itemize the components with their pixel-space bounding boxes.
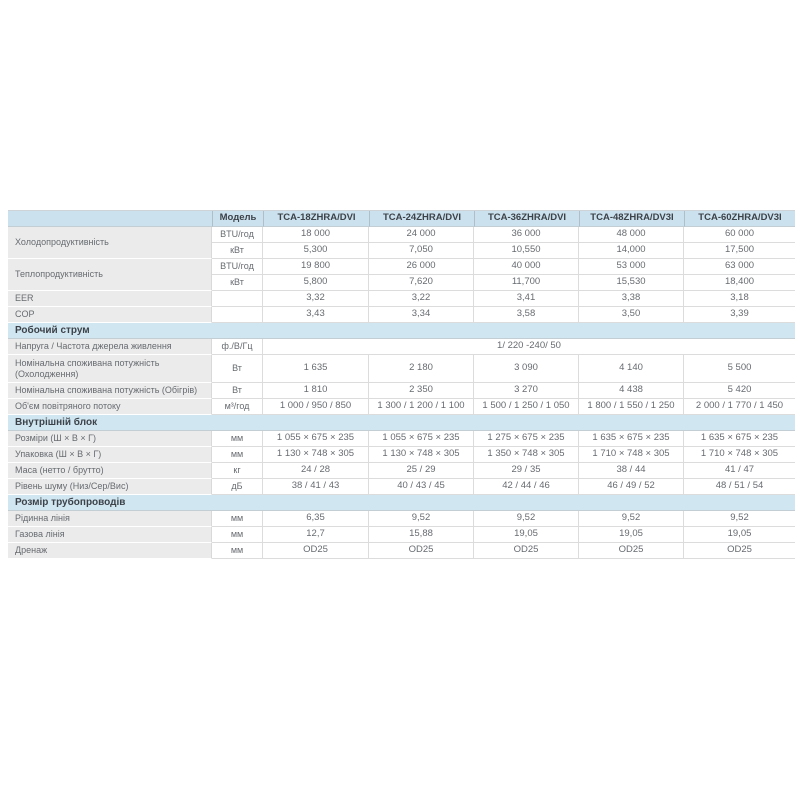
value-cell: 3,18: [684, 291, 795, 307]
row-label: Напруга / Частота джерела живлення: [8, 339, 212, 355]
model-column-header: TCA-36ZHRA/DVI: [474, 211, 579, 227]
value-cell: 2 350: [369, 383, 474, 399]
value-cell: 1 055 × 675 × 235: [369, 431, 474, 447]
value-cell: 18 000: [263, 227, 369, 243]
value-cell: 48 000: [579, 227, 684, 243]
spec-table: [8, 210, 795, 559]
value-cell: OD25: [579, 543, 684, 559]
model-column-header: TCA-18ZHRA/DVI: [263, 211, 369, 227]
unit-cell: ф./В/Гц: [212, 339, 263, 355]
value-cell: 60 000: [684, 227, 795, 243]
unit-cell: мм: [212, 431, 263, 447]
value-cell: 6,35: [263, 511, 369, 527]
value-cell: 1 000 / 950 / 850: [263, 399, 369, 415]
value-cell: 42 / 44 / 46: [474, 479, 579, 495]
value-cell: 19 800: [263, 259, 369, 275]
table-row: [8, 463, 795, 479]
value-cell: 1 710 × 748 × 305: [684, 447, 795, 463]
table-row: [8, 339, 795, 355]
value-cell: 3,50: [579, 307, 684, 323]
model-column-header: TCA-48ZHRA/DV3I: [579, 211, 684, 227]
unit-cell: мм: [212, 447, 263, 463]
row-label: Рівень шуму (Низ/Сер/Вис): [8, 479, 212, 495]
unit-cell: [212, 307, 263, 323]
section-title: Робочий струм: [8, 323, 795, 339]
value-cell: 48 / 51 / 54: [684, 479, 795, 495]
header-row: [8, 211, 795, 227]
value-cell: 1 130 × 748 × 305: [369, 447, 474, 463]
model-column-header: TCA-24ZHRA/DVI: [369, 211, 474, 227]
row-label: Розміри (Ш × В × Г): [8, 431, 212, 447]
value-cell: 18,400: [684, 275, 795, 291]
row-label: COP: [8, 307, 212, 323]
value-cell: 40 000: [474, 259, 579, 275]
value-cell: 3,41: [474, 291, 579, 307]
value-cell: 1 635: [263, 355, 369, 383]
value-cell: 19,05: [579, 527, 684, 543]
table-row: [8, 383, 795, 399]
value-cell: 46 / 49 / 52: [579, 479, 684, 495]
unit-cell: дБ: [212, 479, 263, 495]
value-cell: 9,52: [579, 511, 684, 527]
value-cell: 40 / 43 / 45: [369, 479, 474, 495]
unit-cell: BTU/год: [212, 227, 263, 243]
value-cell: 3,22: [369, 291, 474, 307]
value-cell: 29 / 35: [474, 463, 579, 479]
value-cell: 38 / 41 / 43: [263, 479, 369, 495]
value-cell: 9,52: [369, 511, 474, 527]
value-cell: 15,88: [369, 527, 474, 543]
value-cell: 1 275 × 675 × 235: [474, 431, 579, 447]
section-title: Внутрішній блок: [8, 415, 795, 431]
unit-cell: мм: [212, 527, 263, 543]
unit-cell: Вт: [212, 383, 263, 399]
table-row: [8, 527, 795, 543]
unit-cell: м³/год: [212, 399, 263, 415]
value-cell: 5 420: [684, 383, 795, 399]
value-cell: 1 350 × 748 × 305: [474, 447, 579, 463]
unit-cell: мм: [212, 511, 263, 527]
value-cell: 7,620: [369, 275, 474, 291]
table-row: [8, 355, 795, 383]
value-cell: 3,43: [263, 307, 369, 323]
value-cell: 11,700: [474, 275, 579, 291]
value-cell: 15,530: [579, 275, 684, 291]
value-cell: 1 810: [263, 383, 369, 399]
value-cell: 24 000: [369, 227, 474, 243]
table-row: [8, 307, 795, 323]
value-cell: 3,32: [263, 291, 369, 307]
table-row: [8, 543, 795, 559]
unit-cell: кг: [212, 463, 263, 479]
row-label: Номінальна споживана потужність (Обігрів): [8, 383, 212, 399]
row-label: Дренаж: [8, 543, 212, 559]
value-cell: 1 055 × 675 × 235: [263, 431, 369, 447]
value-cell: 63 000: [684, 259, 795, 275]
table-row: [8, 447, 795, 463]
value-cell: 9,52: [474, 511, 579, 527]
model-column-header: TCA-60ZHRA/DV3I: [684, 211, 795, 227]
row-label: Об'єм повітряного потоку: [8, 399, 212, 415]
section-row: [8, 323, 795, 339]
value-cell: 4 438: [579, 383, 684, 399]
row-label: Рідинна лінія: [8, 511, 212, 527]
value-cell: 3 270: [474, 383, 579, 399]
table-row: [8, 399, 795, 415]
value-cell: 3,34: [369, 307, 474, 323]
row-label: Холодопродуктивність: [8, 227, 212, 259]
value-cell: 2 180: [369, 355, 474, 383]
unit-cell: кВт: [212, 275, 263, 291]
row-label: Маса (нетто / брутто): [8, 463, 212, 479]
value-cell: OD25: [369, 543, 474, 559]
value-cell: 1 500 / 1 250 / 1 050: [474, 399, 579, 415]
value-cell: 1 800 / 1 550 / 1 250: [579, 399, 684, 415]
value-cell: 38 / 44: [579, 463, 684, 479]
model-label-cell: Модель: [212, 211, 263, 227]
section-row: [8, 415, 795, 431]
value-cell: 2 000 / 1 770 / 1 450: [684, 399, 795, 415]
value-cell: 41 / 47: [684, 463, 795, 479]
section-row: [8, 495, 795, 511]
value-cell: 1 635 × 675 × 235: [579, 431, 684, 447]
unit-cell: BTU/год: [212, 259, 263, 275]
spec-sheet: [8, 210, 795, 559]
value-cell: 3,39: [684, 307, 795, 323]
section-title: Розмір трубопроводів: [8, 495, 795, 511]
table-row: [8, 511, 795, 527]
value-cell: 17,500: [684, 243, 795, 259]
row-label: Упаковка (Ш × В × Г): [8, 447, 212, 463]
unit-cell: Вт: [212, 355, 263, 383]
row-label: EER: [8, 291, 212, 307]
value-cell: 19,05: [684, 527, 795, 543]
row-label: Газова лінія: [8, 527, 212, 543]
value-cell: OD25: [474, 543, 579, 559]
row-label: Теплопродуктивність: [8, 259, 212, 291]
value-cell: 36 000: [474, 227, 579, 243]
value-cell: 5,300: [263, 243, 369, 259]
value-cell: 26 000: [369, 259, 474, 275]
value-cell: 1 710 × 748 × 305: [579, 447, 684, 463]
unit-cell: мм: [212, 543, 263, 559]
value-cell: 25 / 29: [369, 463, 474, 479]
value-cell: OD25: [684, 543, 795, 559]
value-cell: 19,05: [474, 527, 579, 543]
value-cell: 9,52: [684, 511, 795, 527]
value-cell: 53 000: [579, 259, 684, 275]
value-cell: 12,7: [263, 527, 369, 543]
value-cell: 3 090: [474, 355, 579, 383]
value-cell: 3,58: [474, 307, 579, 323]
value-cell: 1 130 × 748 × 305: [263, 447, 369, 463]
table-row: [8, 479, 795, 495]
value-cell: 1 635 × 675 × 235: [684, 431, 795, 447]
value-cell: 1 300 / 1 200 / 1 100: [369, 399, 474, 415]
value-cell: OD25: [263, 543, 369, 559]
value-cell: 10,550: [474, 243, 579, 259]
table-row: [8, 227, 795, 243]
row-label: Номінальна споживана потужність (Охолодження): [8, 355, 212, 383]
value-cell: 7,050: [369, 243, 474, 259]
merged-value-cell: 1/ 220 -240/ 50: [263, 339, 795, 355]
table-row: [8, 431, 795, 447]
value-cell: 24 / 28: [263, 463, 369, 479]
value-cell: 14,000: [579, 243, 684, 259]
unit-cell: кВт: [212, 243, 263, 259]
value-cell: 5 500: [684, 355, 795, 383]
header-spacer-cell: [8, 211, 212, 227]
spec-table-body: [8, 211, 795, 559]
unit-cell: [212, 291, 263, 307]
table-row: [8, 291, 795, 307]
value-cell: 5,800: [263, 275, 369, 291]
value-cell: 4 140: [579, 355, 684, 383]
value-cell: 3,38: [579, 291, 684, 307]
table-row: [8, 259, 795, 275]
